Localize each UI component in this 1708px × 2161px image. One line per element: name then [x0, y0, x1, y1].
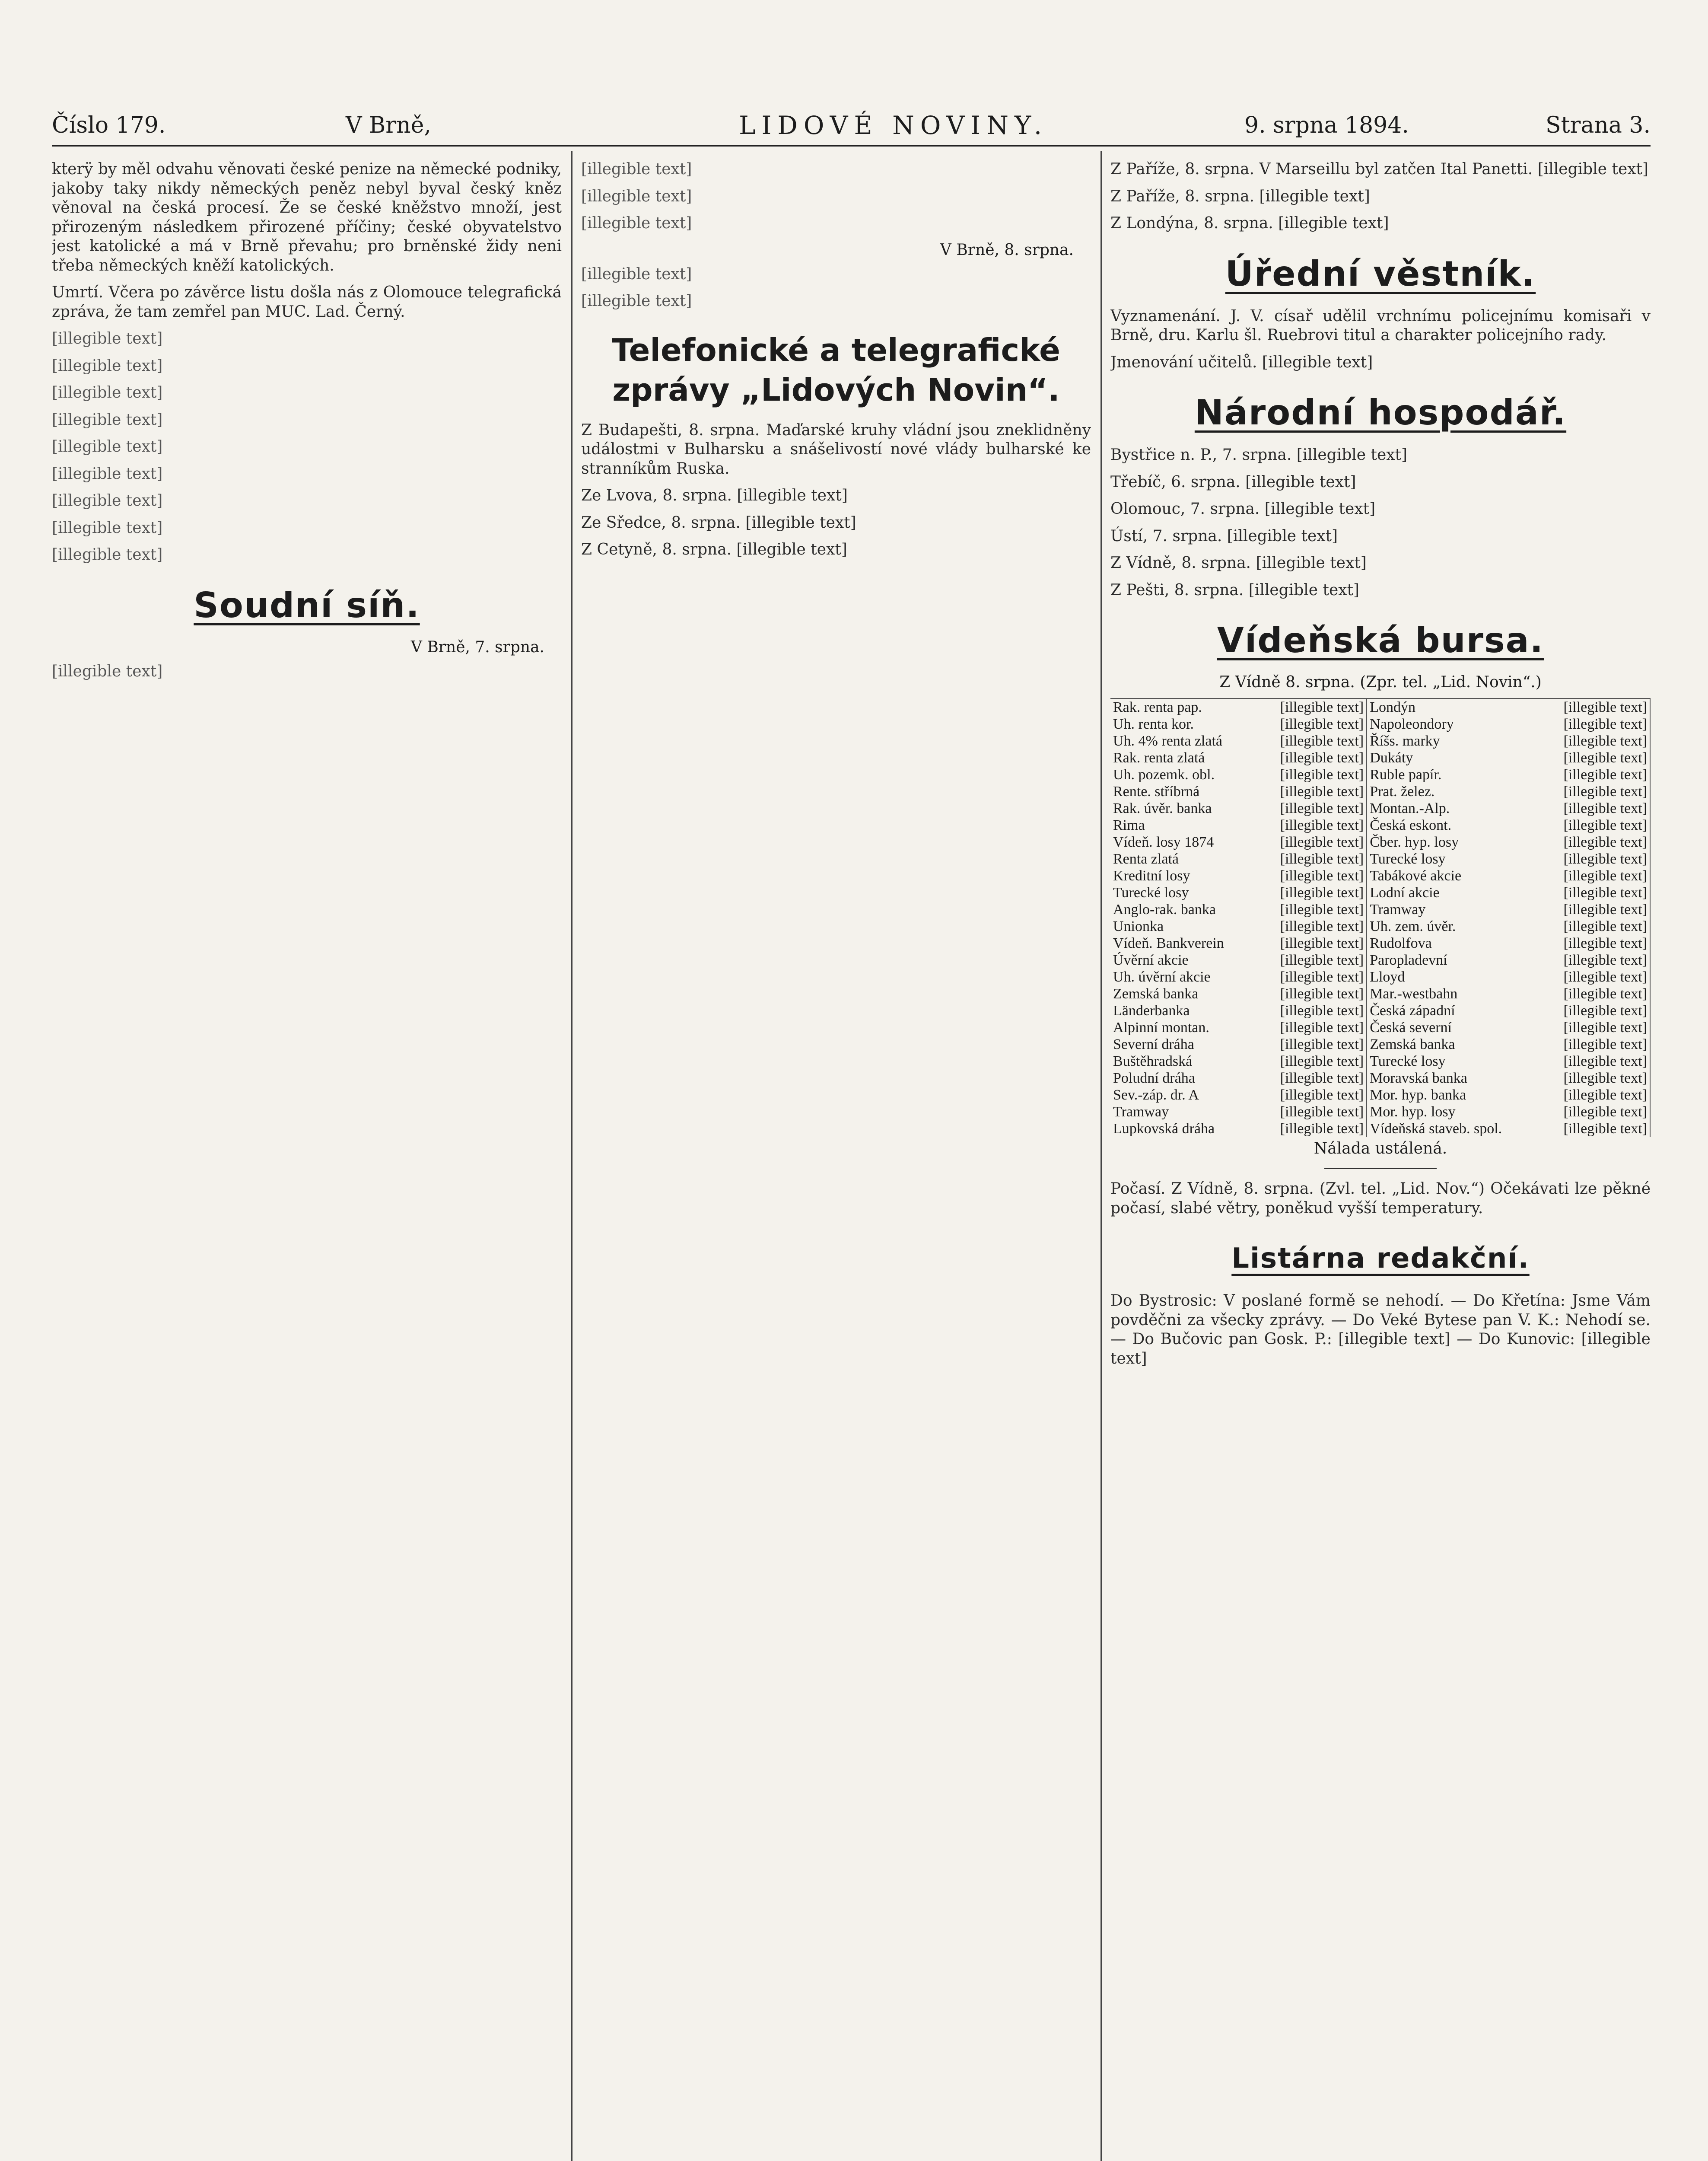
bourse-row: [1110, 1053, 1650, 1070]
section-heading-listarna: Listárna redakční.: [1231, 1243, 1530, 1275]
bourse-value: [illegible text]: [1539, 901, 1650, 918]
bourse-name: Vídeňská staveb. spol.: [1370, 1121, 1502, 1137]
bourse-value: [illegible text]: [1539, 716, 1650, 733]
bourse-value: [illegible text]: [1255, 834, 1367, 851]
bourse-value: [illegible text]: [1539, 766, 1650, 783]
bourse-row: [1110, 918, 1650, 935]
bourse-row: [1110, 1036, 1650, 1053]
article-paragraph: [illegible text]: [581, 187, 692, 205]
bourse-name: Česká severní: [1370, 1020, 1452, 1036]
bourse-name: Lloyd: [1370, 969, 1405, 985]
article-paragraph: [illegible text]: [52, 465, 163, 483]
bourse-value: [illegible text]: [1539, 1019, 1650, 1036]
bourse-row: [1110, 969, 1650, 985]
section-heading-narodni-hospodar: Národní hospodář.: [1194, 392, 1567, 433]
article-paragraph: [illegible text]: [581, 160, 692, 178]
market-paragraph: Olomouc, 7. srpna. [illegible text]: [1110, 500, 1376, 518]
bourse-name: Turecké losy: [1370, 851, 1446, 867]
page-number: Strana 3.: [1545, 112, 1651, 138]
bourse-value: [illegible text]: [1539, 1002, 1650, 1019]
bourse-row: [1110, 867, 1650, 884]
bourse-value: [illegible text]: [1539, 817, 1650, 834]
article-paragraph: [illegible text]: [581, 214, 692, 232]
bourse-name: Rima: [1113, 817, 1145, 833]
bourse-row: [1110, 834, 1650, 851]
section-heading-telegraf: Telefonické a telegrafické zprávy „Lidových Novin“.: [611, 331, 1061, 408]
bourse-name: Länderbanka: [1113, 1003, 1190, 1019]
bourse-name: Poludní dráha: [1113, 1070, 1195, 1086]
article-paragraph: [illegible text]: [52, 519, 163, 537]
bourse-footer: Nálada ustálená.: [1314, 1140, 1447, 1157]
bourse-name: Prat. želez.: [1370, 784, 1435, 800]
bourse-table: [1110, 698, 1651, 1137]
bourse-value: [illegible text]: [1539, 834, 1650, 851]
article-paragraph: Z Paříže, 8. srpna. [illegible text]: [1110, 187, 1370, 205]
market-paragraph: Z Pešti, 8. srpna. [illegible text]: [1110, 581, 1360, 599]
bourse-value: [illegible text]: [1255, 1070, 1367, 1087]
column-1: [52, 160, 562, 2161]
bourse-name: Montan.-Alp.: [1370, 800, 1450, 816]
bourse-row: [1110, 716, 1650, 733]
bourse-value: [illegible text]: [1539, 1087, 1650, 1103]
bourse-name: Moravská banka: [1370, 1070, 1467, 1086]
bourse-name: Mor. hyp. losy: [1370, 1104, 1456, 1120]
bourse-name: Rak. renta zlatá: [1113, 750, 1205, 766]
bourse-name: Anglo-rak. banka: [1113, 902, 1216, 918]
telegram-paragraph: Ze Lvova, 8. srpna. [illegible text]: [581, 487, 848, 504]
column-rule: [1100, 151, 1102, 2161]
bourse-name: Turecké losy: [1370, 1053, 1446, 1069]
weather-paragraph: Počasí. Z Vídně, 8. srpna. (Zvl. tel. „Lid. Nov.“) Očekávati lze pěkné počasí, slabé větry, poněkud vyšší temperatury.: [1110, 1180, 1651, 1217]
column-2: [581, 160, 1091, 2161]
bourse-row: [1110, 1103, 1650, 1120]
bourse-row: [1110, 800, 1650, 817]
bourse-value: [illegible text]: [1255, 800, 1367, 817]
bourse-name: Říšs. marky: [1370, 733, 1440, 749]
market-paragraph: Bystřice n. P., 7. srpna. [illegible text]: [1110, 446, 1408, 464]
bourse-row: [1110, 1120, 1650, 1137]
bourse-name: Unionka: [1113, 918, 1164, 934]
telegram-paragraph: Z Budapešti, 8. srpna. Maďarské kruhy vládní jsou zneklidněny událostmi v Bulharsku a snášelivostí nové vlády bulharské ke stranníkům Ruska.: [581, 421, 1091, 478]
bourse-row: [1110, 766, 1650, 783]
bourse-row: [1110, 1070, 1650, 1087]
bourse-value: [illegible text]: [1539, 1036, 1650, 1053]
article-paragraph: Do Bystrosic: V poslané formě se nehodí. — Do Křetína: Jsme Vám povděčni za všecky zprávy. — Do Veké Bytese pan V. K.: Nehodí se. — Do Bučovic pan Gosk. P.: [illegible text] — Do Kunovic: [illegible text]: [1110, 1292, 1651, 1367]
bourse-value: [illegible text]: [1255, 698, 1367, 716]
bourse-subtitle: Z Vídně 8. srpna. (Zpr. tel. „Lid. Novin“.): [1219, 673, 1542, 691]
bourse-name: Kreditní losy: [1113, 868, 1190, 884]
bourse-row: [1110, 884, 1650, 901]
bourse-value: [illegible text]: [1255, 851, 1367, 867]
article-paragraph: kterÿ by měl odvahu věnovati české penize na německé podniky, jakoby taky nikdy německých peněz nebyl byval český kněz věnoval na česká procesí. Že se české kněžstvo množí, jest přirozeným následkem přirozené příčiny; české obyvatelstvo jest katolické a má v Brně převahu; pro brněnské židy neni třeba německých kněží katolických.: [52, 160, 562, 274]
bourse-value: [illegible text]: [1255, 884, 1367, 901]
divider: [1324, 1168, 1437, 1169]
bourse-value: [illegible text]: [1255, 1053, 1367, 1070]
bourse-value: [illegible text]: [1255, 901, 1367, 918]
bourse-name: Zemská banka: [1370, 1036, 1455, 1052]
bourse-name: Čber. hyp. losy: [1370, 834, 1459, 850]
bourse-row: [1110, 698, 1650, 716]
bourse-name: Uh. renta kor.: [1113, 716, 1194, 732]
bourse-value: [illegible text]: [1255, 1002, 1367, 1019]
article-paragraph: [illegible text]: [52, 330, 163, 347]
article-paragraph: Umrtí. Včera po závěrce listu došla nás z Olomouce telegrafická zpráva, že tam zemřel pan MUC. Lad. Černý.: [52, 284, 562, 321]
bourse-value: [illegible text]: [1539, 952, 1650, 969]
bourse-value: [illegible text]: [1539, 1053, 1650, 1070]
bourse-value: [illegible text]: [1539, 851, 1650, 867]
article-paragraph: [illegible text]: [52, 662, 163, 680]
article-paragraph: [illegible text]: [52, 546, 163, 564]
issue-date: 9. srpna 1894.: [1244, 112, 1409, 138]
bourse-name: Alpinní montan.: [1113, 1020, 1209, 1036]
bourse-name: Uh. úvěrní akcie: [1113, 969, 1211, 985]
bourse-value: [illegible text]: [1539, 985, 1650, 1002]
bourse-value: [illegible text]: [1539, 935, 1650, 952]
bourse-value: [illegible text]: [1539, 884, 1650, 901]
section-heading-soudni-sin: Soudní síň.: [194, 585, 420, 625]
bourse-value: [illegible text]: [1255, 985, 1367, 1002]
bourse-row: [1110, 733, 1650, 749]
section-heading-videnska-bursa: Vídeňská bursa.: [1217, 620, 1544, 660]
bourse-row: [1110, 783, 1650, 800]
bourse-name: Úvěrní akcie: [1113, 952, 1189, 968]
bourse-name: Česká eskont.: [1370, 817, 1452, 833]
bourse-value: [illegible text]: [1255, 1120, 1367, 1137]
bourse-value: [illegible text]: [1255, 766, 1367, 783]
bourse-value: [illegible text]: [1255, 1036, 1367, 1053]
bourse-row: [1110, 1002, 1650, 1019]
bourse-value: [illegible text]: [1255, 716, 1367, 733]
article-paragraph: [illegible text]: [52, 438, 163, 456]
bourse-row: [1110, 1087, 1650, 1103]
bourse-name: Paropladevní: [1370, 952, 1447, 968]
bourse-name: Tabákové akcie: [1370, 868, 1462, 884]
bourse-value: [illegible text]: [1539, 867, 1650, 884]
bourse-name: Zemská banka: [1113, 986, 1199, 1002]
bourse-value: [illegible text]: [1255, 867, 1367, 884]
bourse-name: Vídeň. losy 1874: [1113, 834, 1214, 850]
article-paragraph: [illegible text]: [581, 292, 692, 310]
bourse-value: [illegible text]: [1255, 952, 1367, 969]
issue-number: Číslo 179.: [52, 112, 166, 138]
bourse-name: Uh. zem. úvěr.: [1370, 918, 1456, 934]
bourse-name: Buštěhradská: [1113, 1053, 1193, 1069]
bourse-value: [illegible text]: [1255, 1103, 1367, 1120]
bourse-name: Renta zlatá: [1113, 851, 1179, 867]
bourse-name: Vídeň. Bankverein: [1113, 935, 1224, 951]
bourse-value: [illegible text]: [1539, 698, 1650, 716]
bourse-value: [illegible text]: [1539, 749, 1650, 766]
place-date-prefix: V Brně,: [346, 112, 431, 138]
section-heading-uredni-vestnik: Úřední věstník.: [1225, 253, 1536, 294]
telegram-paragraph: Z Cetyně, 8. srpna. [illegible text]: [581, 541, 847, 558]
bourse-row: [1110, 985, 1650, 1002]
bourse-name: Severní dráha: [1113, 1036, 1194, 1052]
article-paragraph: Z Paříže, 8. srpna. V Marseillu byl zatčen Ital Panetti. [illegible text]: [1110, 160, 1649, 178]
bourse-value: [illegible text]: [1255, 969, 1367, 985]
bourse-value: [illegible text]: [1539, 1103, 1650, 1120]
bourse-name: Napoleondory: [1370, 716, 1454, 732]
bourse-value: [illegible text]: [1255, 817, 1367, 834]
article-paragraph: [illegible text]: [52, 384, 163, 402]
bourse-value: [illegible text]: [1255, 783, 1367, 800]
bourse-row: [1110, 935, 1650, 952]
bourse-name: Sev.-záp. dr. A: [1113, 1087, 1199, 1103]
market-paragraph: Třebíč, 6. srpna. [illegible text]: [1110, 473, 1356, 491]
bourse-name: Lupkovská dráha: [1113, 1121, 1215, 1137]
bourse-name: Uh. 4% renta zlatá: [1113, 733, 1222, 749]
bourse-value: [illegible text]: [1539, 1070, 1650, 1087]
bourse-value: [illegible text]: [1539, 733, 1650, 749]
bourse-name: Uh. pozemk. obl.: [1113, 767, 1215, 783]
bourse-name: Rak. renta pap.: [1110, 698, 1255, 716]
bourse-name: Rente. stříbrná: [1113, 784, 1200, 800]
newspaper-title: LIDOVÉ NOVINY.: [739, 111, 1048, 140]
bourse-row: [1110, 901, 1650, 918]
bourse-name: Rudolfova: [1370, 935, 1432, 951]
bourse-row: [1110, 1019, 1650, 1036]
market-paragraph: Z Vídně, 8. srpna. [illegible text]: [1110, 554, 1367, 572]
bourse-row: [1110, 749, 1650, 766]
article-paragraph: [illegible text]: [581, 265, 692, 283]
bourse-name: Dukáty: [1370, 750, 1413, 766]
article-paragraph: [illegible text]: [52, 411, 163, 429]
market-paragraph: Ústí, 7. srpna. [illegible text]: [1110, 527, 1338, 545]
article-paragraph: Z Londýna, 8. srpna. [illegible text]: [1110, 214, 1389, 232]
bourse-value: [illegible text]: [1255, 1019, 1367, 1036]
bourse-name: Mor. hyp. banka: [1370, 1087, 1466, 1103]
article-paragraph: Vyznamenání. J. V. císař udělil vrchnímu policejnímu komisaři v Brně, dru. Karlu šl. Ruebrovi titul a charakter policejního rady.: [1110, 307, 1651, 344]
bourse-row: [1110, 817, 1650, 834]
bourse-name: Mar.-westbahn: [1370, 986, 1458, 1002]
column-3: [1110, 160, 1651, 2161]
bourse-value: [illegible text]: [1255, 1087, 1367, 1103]
bourse-value: [illegible text]: [1255, 935, 1367, 952]
bourse-name: Ruble papír.: [1370, 767, 1442, 783]
bourse-value: [illegible text]: [1539, 969, 1650, 985]
bourse-name: Česká západní: [1370, 1003, 1455, 1019]
bourse-row: [1110, 851, 1650, 867]
bourse-value: [illegible text]: [1255, 918, 1367, 935]
bourse-name: Rak. úvěr. banka: [1113, 800, 1212, 816]
column-rule: [571, 151, 573, 2161]
bourse-value: [illegible text]: [1539, 918, 1650, 935]
article-paragraph: [illegible text]: [52, 492, 163, 510]
dateline: V Brně, 7. srpna.: [410, 638, 544, 656]
article-paragraph: Jmenování učitelů. [illegible text]: [1110, 353, 1373, 371]
bourse-value: [illegible text]: [1255, 733, 1367, 749]
bourse-name: Tramway: [1113, 1104, 1169, 1120]
bourse-name: Lodní akcie: [1370, 885, 1440, 901]
telegram-paragraph: Ze Sředce, 8. srpna. [illegible text]: [581, 513, 856, 532]
bourse-value: [illegible text]: [1539, 783, 1650, 800]
page-header: [52, 110, 1651, 147]
bourse-name: Londýn: [1367, 698, 1539, 716]
bourse-value: [illegible text]: [1539, 1120, 1650, 1137]
bourse-row: [1110, 952, 1650, 969]
bourse-value: [illegible text]: [1539, 800, 1650, 817]
bourse-name: Tramway: [1370, 902, 1426, 918]
bourse-name: Turecké losy: [1113, 885, 1189, 901]
dateline: V Brně, 8. srpna.: [940, 241, 1074, 259]
article-paragraph: [illegible text]: [52, 357, 163, 375]
bourse-value: [illegible text]: [1255, 749, 1367, 766]
